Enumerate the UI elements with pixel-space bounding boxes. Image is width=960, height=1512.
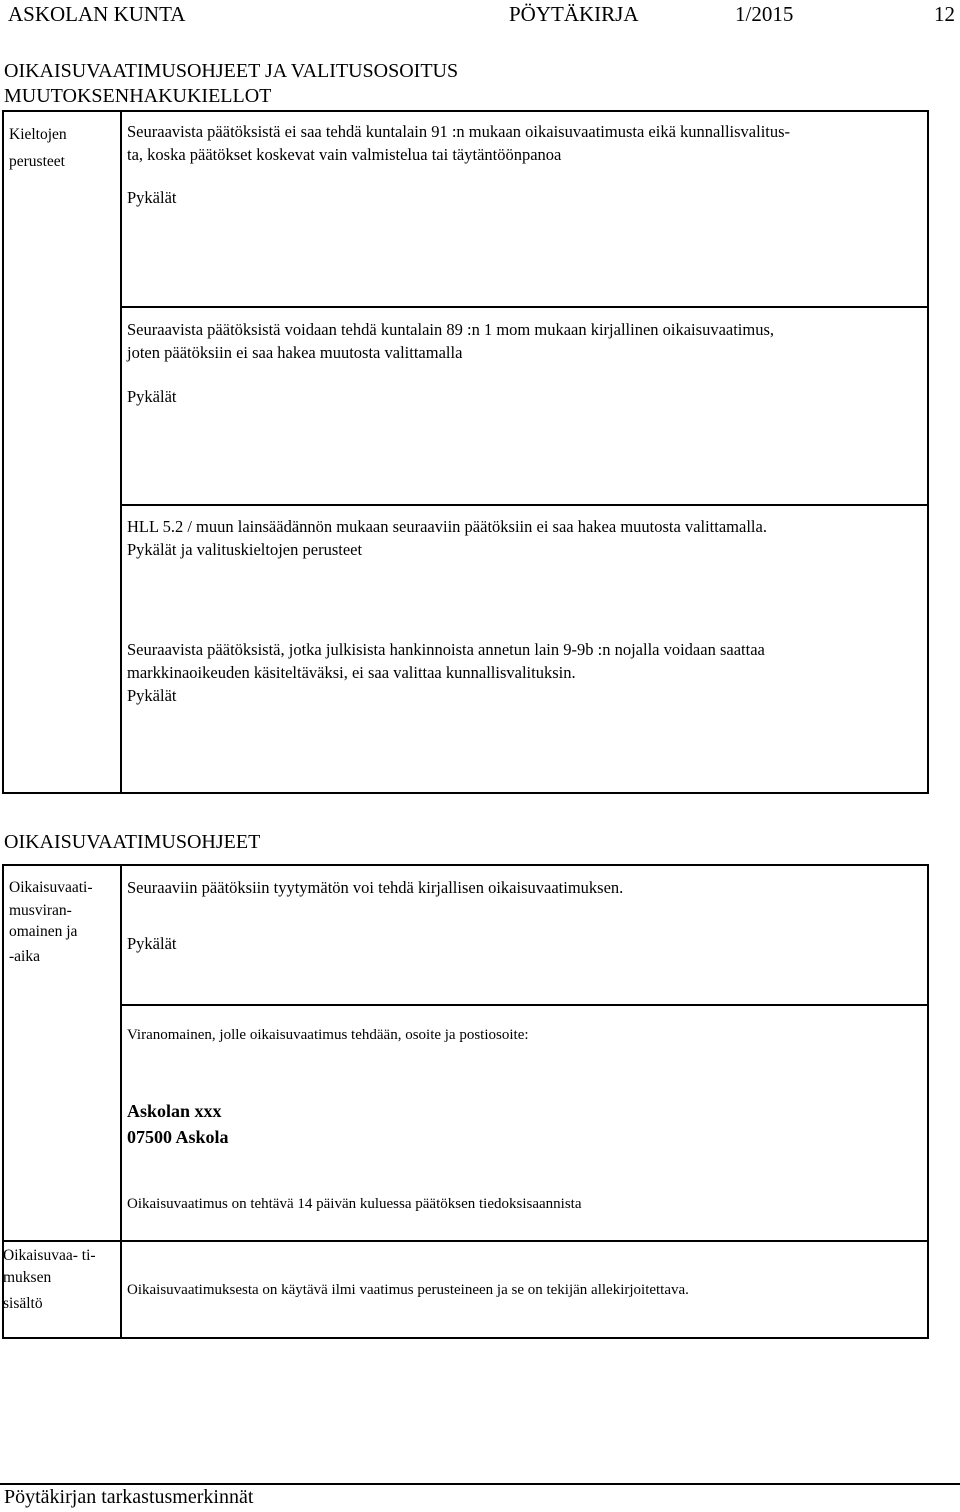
appeal-intro: Seuraaviin päätöksiin tyytymätön voi tehdä kirjallisen oikaisuvaatimuksen. bbox=[127, 878, 624, 897]
appeal-label-line1: Oikaisuvaati- bbox=[9, 879, 93, 896]
restrictions-right-border bbox=[927, 306, 929, 506]
restrictions-p2-pykalat: Pykälät bbox=[127, 387, 177, 406]
authority-intro: Viranomainen, jolle oikaisuvaatimus tehdään, osoite ja postiosoite: bbox=[127, 1027, 529, 1043]
appeal-content-divider bbox=[120, 1240, 122, 1339]
restrictions-inner-rule bbox=[120, 306, 929, 308]
appeal-divider bbox=[120, 864, 122, 1242]
section-title-appeal-instructions: OIKAISUVAATIMUSOHJEET bbox=[4, 831, 261, 853]
footer-review-notes: Pöytäkirjan tarkastusmerkinnät bbox=[4, 1486, 254, 1508]
appeal-content-text: Oikaisuvaatimuksesta on käytävä ilmi vaatimus perusteineen ja se on tekijän allekirjoitettava. bbox=[127, 1282, 689, 1298]
appeal-content-label-line1: Oikaisuvaa- ti- bbox=[3, 1247, 96, 1264]
restrictions-p1-line2: ta, koska päätökset koskevat vain valmistelua tai täytäntöönpanoa bbox=[127, 145, 562, 164]
restrictions-p2-line1: Seuraavista päätöksistä voidaan tehdä kuntalain 89 :n 1 mom mukaan kirjallinen oikaisuvaatimus, bbox=[127, 320, 775, 339]
appeal-content-label-line3: sisältö bbox=[3, 1295, 43, 1312]
restrictions-p3-line1: HLL 5.2 / muun lainsäädännön mukaan seuraaviin päätöksiin ei saa hakea muutosta valittamalla. bbox=[127, 517, 767, 536]
restrictions-p3-line2: Pykälät ja valituskieltojen perusteet bbox=[127, 540, 363, 559]
appeal-label-line4: -aika bbox=[9, 948, 40, 965]
header-page-number: 12 bbox=[934, 2, 955, 26]
restrictions-label-line1: Kieltojen bbox=[9, 126, 67, 143]
header-number: 1/2015 bbox=[735, 2, 794, 26]
authority-address-line2: 07500 Askola bbox=[127, 1127, 229, 1147]
appeal-label-line2: musviran- bbox=[9, 902, 72, 919]
restrictions-p4-line1: Seuraavista päätöksistä, jotka julkisista hankinnoista annetun lain 9-9b :n nojalla voidaan saattaa bbox=[127, 640, 765, 659]
appeal-deadline: Oikaisuvaatimus on tehtävä 14 päivän kuluessa päätöksen tiedoksisaannista bbox=[127, 1196, 582, 1212]
restrictions-p2-line2: joten päätöksiin ei saa hakea muutosta valittamalla bbox=[127, 343, 463, 362]
header-municipality: ASKOLAN KUNTA bbox=[8, 2, 186, 26]
appeal-inner-rule bbox=[120, 1004, 929, 1006]
page-subtitle: MUUTOKSENHAKUKIELLOT bbox=[4, 85, 272, 107]
page-title: OIKAISUVAATIMUSOHJEET JA VALITUSOSOITUS bbox=[4, 60, 459, 82]
appeal-label-line3: omainen ja bbox=[9, 923, 78, 940]
restrictions-label-line2: perusteet bbox=[9, 153, 65, 170]
authority-address-line1: Askolan xxx bbox=[127, 1101, 222, 1121]
footer-rule bbox=[0, 1483, 960, 1485]
header-doc-type: PÖYTÄKIRJA bbox=[509, 2, 639, 26]
restrictions-p4-line2: markkinaoikeuden käsiteltäväksi, ei saa valittaa kunnallisvalituksin. bbox=[127, 663, 576, 682]
restrictions-divider bbox=[120, 110, 122, 794]
appeal-content-label-line2: muksen bbox=[3, 1269, 52, 1286]
appeal-box bbox=[2, 864, 929, 1242]
restrictions-p4-pykalat: Pykälät bbox=[127, 686, 177, 705]
restrictions-p1-line1: Seuraavista päätöksistä ei saa tehdä kuntalain 91 :n mukaan oikaisuvaatimusta eikä kunnallisvalitus- bbox=[127, 122, 791, 141]
restrictions-inner-rule-2 bbox=[120, 504, 929, 506]
restrictions-p1-pykalat: Pykälät bbox=[127, 188, 177, 207]
appeal-pykalat: Pykälät bbox=[127, 934, 177, 953]
